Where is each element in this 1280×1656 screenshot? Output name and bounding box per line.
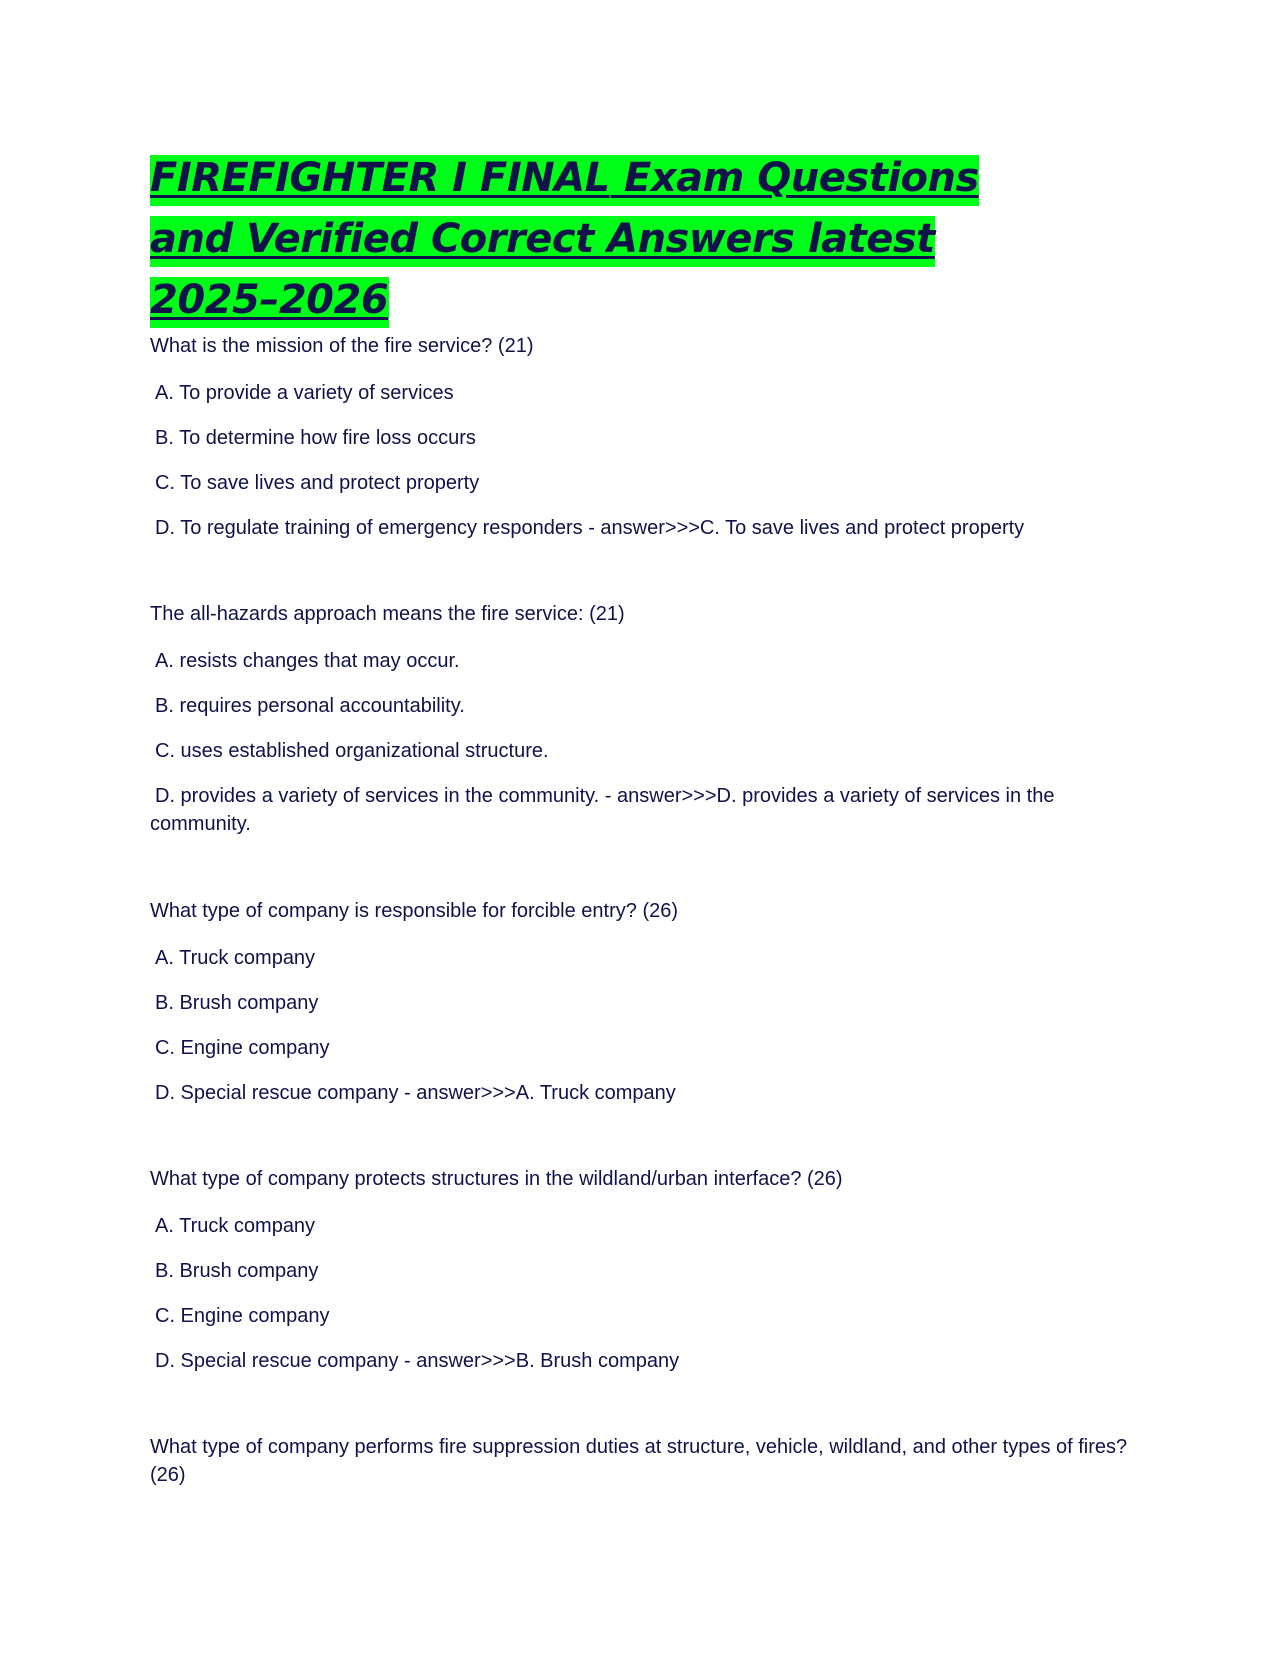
answer-option: B. requires personal accountability.	[155, 695, 465, 717]
question-text: The all-hazards approach means the fire service: (21)	[150, 603, 625, 625]
answer-option: C. uses established organizational structure.	[155, 740, 549, 762]
answer-option-with-answer: D. Special rescue company - answer>>>B. Brush company	[155, 1350, 680, 1372]
question-block	[150, 1433, 1140, 1508]
answer-option: C. Engine company	[155, 1037, 330, 1059]
answer-option: A. Truck company	[155, 947, 316, 969]
document-title	[150, 148, 1050, 331]
question-block	[150, 600, 1140, 855]
question-text: What type of company protects structures in the wildland/urban interface? (26)	[150, 1168, 843, 1190]
answer-option-with-answer: D. provides a variety of services in the community. - answer>>>D. provides a variety of services in the community.	[150, 785, 1055, 835]
answer-option: B. Brush company	[155, 992, 319, 1014]
question-text: What is the mission of the fire service? (21)	[150, 335, 534, 357]
answer-option: C. To save lives and protect property	[155, 472, 480, 494]
question-text: What type of company performs fire suppression duties at structure, vehicle, wildland, and other types of fires? (26)	[150, 1436, 1128, 1486]
question-block	[150, 897, 1140, 1124]
question-text: What type of company is responsible for forcible entry? (26)	[150, 900, 679, 922]
title-highlight-part1: FIREFIGHTER I FINAL	[150, 155, 611, 206]
answer-option: B. To determine how fire loss occurs	[155, 427, 476, 449]
answer-option-with-answer: D. To regulate training of emergency responders - answer>>>C. To save lives and protect property	[155, 517, 1025, 539]
answer-option: B. Brush company	[155, 1260, 319, 1282]
title-highlight-part2: Exam Questions and Verified Correct Answers latest 2025–2026	[150, 155, 979, 328]
question-block	[150, 332, 1140, 559]
answer-option: A. To provide a variety of services	[155, 382, 454, 404]
answer-option: C. Engine company	[155, 1305, 330, 1327]
answer-option-with-answer: D. Special rescue company - answer>>>A. Truck company	[155, 1082, 676, 1104]
answer-option: A. resists changes that may occur.	[155, 650, 460, 672]
question-block	[150, 1165, 1140, 1392]
answer-option: A. Truck company	[155, 1215, 316, 1237]
